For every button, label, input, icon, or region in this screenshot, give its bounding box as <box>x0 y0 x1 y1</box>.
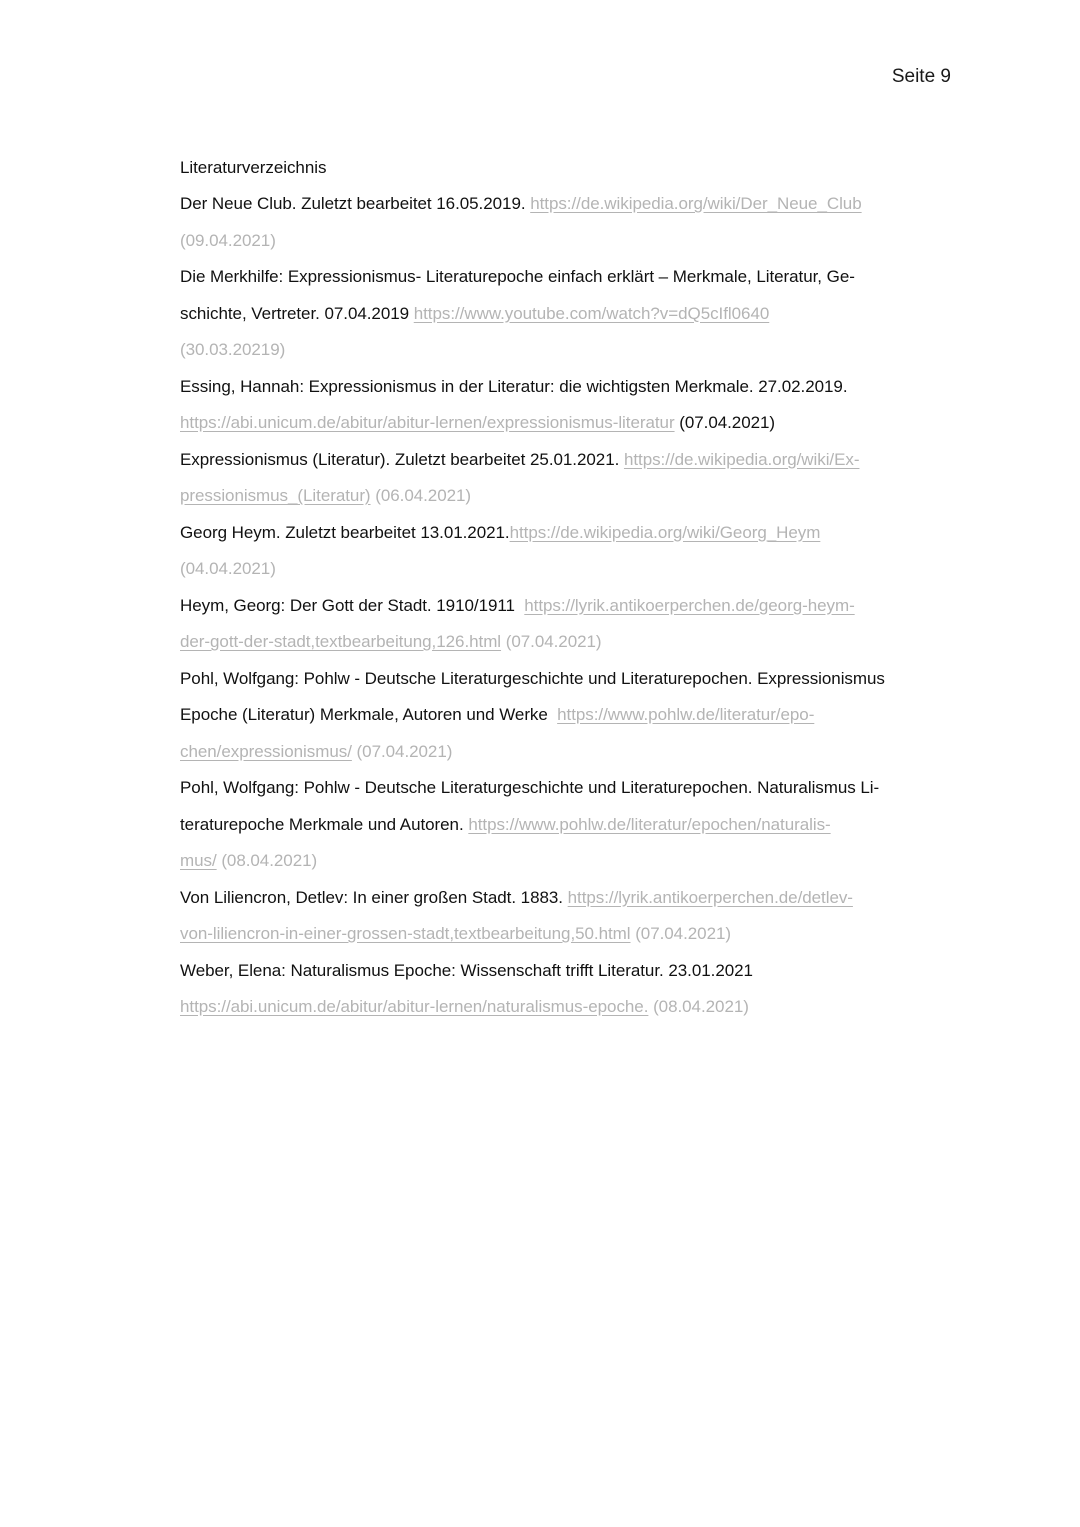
entry-text: schichte, Vertreter. 07.04.2019 <box>180 303 414 323</box>
entry-link-continued[interactable]: chen/expressionismus/ <box>180 741 352 761</box>
bibliography-entry <box>180 186 948 259</box>
entry-access-date: (07.04.2021) <box>501 632 602 651</box>
bibliography-heading: Literaturverzeichnis <box>180 158 327 177</box>
entry-access-date: (09.04.2021) <box>180 230 276 250</box>
entry-text: Von Liliencron, Detlev: In einer großen Stadt. 1883. <box>180 887 568 907</box>
entry-text: Die Merkhilfe: Expressionismus- Literaturepoche einfach erklärt – Merkmale, Literatur, Ge- <box>180 267 855 286</box>
entry-link[interactable]: https://www.pohlw.de/literatur/epo- <box>557 705 815 724</box>
entry-access-date: (08.04.2021) <box>216 851 318 870</box>
entry-text: Essing, Hannah: Expressionismus in der Literatur: die wichtigsten Merkmale. 27.02.2019. <box>180 376 848 396</box>
entry-text: Weber, Elena: Naturalismus Epoche: Wissenschaft trifft Literatur. 23.01.2021 <box>180 960 753 980</box>
entry-link[interactable]: https://www.pohlw.de/literatur/epochen/naturalis- <box>468 814 831 834</box>
entry-access-date: (06.04.2021) <box>370 486 472 505</box>
entry-link[interactable]: https://abi.unicum.de/abitur/abitur-lernen/naturalismus-epoche. <box>180 997 649 1016</box>
bibliography-entry <box>180 661 948 771</box>
entry-access-date: (07.04.2021) <box>630 924 731 943</box>
entry-link-continued[interactable]: mus/ <box>180 851 217 870</box>
entry-text: Georg Heym. Zuletzt bearbeitet 13.01.2021. <box>180 522 510 542</box>
entry-text: Pohl, Wolfgang: Pohlw - Deutsche Literaturgeschichte und Literaturepochen. Naturalismus Li- <box>180 778 880 797</box>
entry-access-date: (07.04.2021) <box>351 741 453 761</box>
bibliography-entry <box>180 770 948 880</box>
entry-link[interactable]: https://de.wikipedia.org/wiki/Der_Neue_Club <box>530 194 862 213</box>
entry-text: Heym, Georg: Der Gott der Stadt. 1910/1911 <box>180 595 525 615</box>
entry-link-continued[interactable]: pressionismus_(Literatur) <box>180 486 371 505</box>
bibliography-entry <box>180 588 948 661</box>
entry-link[interactable]: https://de.wikipedia.org/wiki/Georg_Heym <box>509 522 821 542</box>
entry-link[interactable]: https://www.youtube.com/watch?v=dQ5cIfl0640 <box>413 303 770 323</box>
bibliography-entry <box>180 880 948 953</box>
bibliography-entry <box>180 259 948 369</box>
entry-text: teraturepoche Merkmale und Autoren. <box>180 814 469 834</box>
entry-text: Der Neue Club. Zuletzt bearbeitet 16.05.2019. <box>180 194 531 213</box>
entry-link-continued[interactable]: der-gott-der-stadt,textbearbeitung,126.html <box>180 632 502 651</box>
bibliography-entry <box>180 953 948 1026</box>
entry-link[interactable]: https://de.wikipedia.org/wiki/Ex- <box>623 449 860 469</box>
bibliography-entry <box>180 442 948 515</box>
entry-link[interactable]: https://lyrik.antikoerperchen.de/detlev- <box>567 887 853 907</box>
bibliography-entry <box>180 369 948 442</box>
bibliography-entry <box>180 515 948 588</box>
entry-access-date: (30.03.20219) <box>180 340 286 359</box>
entry-text: Expressionismus (Literatur). Zuletzt bearbeitet 25.01.2021. <box>180 449 624 469</box>
entry-link[interactable]: https://abi.unicum.de/abitur/abitur-lernen/expressionismus-literatur <box>180 413 675 432</box>
page-number: Seite 9 <box>891 66 951 87</box>
entry-link-continued[interactable]: von-liliencron-in-einer-grossen-stadt,textbearbeitung,50.html <box>180 924 631 943</box>
entry-access-date: (08.04.2021) <box>648 997 749 1016</box>
entry-access-date: (04.04.2021) <box>180 559 276 578</box>
entry-access-date: (07.04.2021) <box>674 413 776 432</box>
entry-link[interactable]: https://lyrik.antikoerperchen.de/georg-heym- <box>524 595 855 615</box>
entry-text: Pohl, Wolfgang: Pohlw - Deutsche Literaturgeschichte und Literaturepochen. Expressionismus <box>180 668 885 688</box>
entry-text: Epoche (Literatur) Merkmale, Autoren und Werke <box>180 705 558 724</box>
bibliography <box>180 150 948 1026</box>
